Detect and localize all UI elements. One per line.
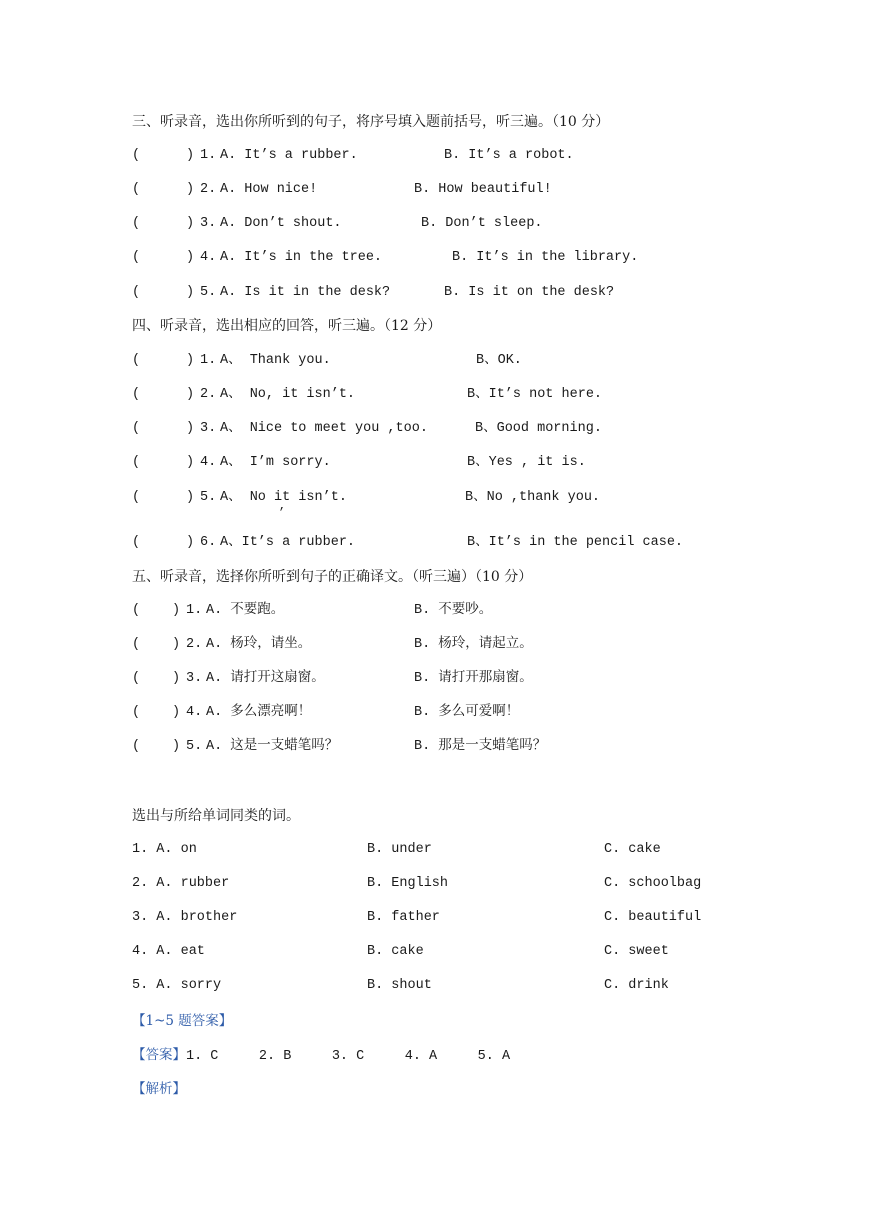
section6-heading: 选出与所给单词同类的词。 [132, 808, 300, 824]
option-a: A. 多么漂亮啊！ [206, 705, 312, 720]
option-a: A. It’s in the tree. [220, 250, 383, 265]
answer-paren-open: ( [132, 739, 141, 754]
option-a: A. 这是一支蜡笔吗？ [206, 739, 339, 754]
option-a: 2. A. rubber [132, 876, 230, 891]
section5-heading: 五、听录音，选择你所听到句子的正确译文。（听三遍）（10 分） [132, 569, 533, 585]
option-b: B. under [367, 842, 432, 857]
answer-paren-open: ( [132, 535, 141, 550]
option-c: C. sweet [604, 944, 669, 959]
option-a: A、 No, it isn’t. [220, 387, 356, 402]
option-b: B、It’s in the pencil case. [467, 535, 684, 550]
option-a: 4. A. eat [132, 944, 205, 959]
item-number: 1. [186, 603, 203, 618]
option-b: B、It’s not here. [467, 387, 603, 402]
answer-paren-open: ( [132, 250, 141, 265]
item-number: 4. [200, 250, 217, 265]
stray-apostrophe: ’ [278, 506, 286, 520]
answer-paren-open: ( [132, 216, 141, 231]
item-number: 5. [200, 285, 217, 300]
answer-paren-close: ) [172, 603, 181, 618]
option-b: B. 杨玲，请起立。 [414, 637, 533, 652]
option-b: B. cake [367, 944, 424, 959]
option-a: A. It’s a rubber. [220, 148, 358, 163]
answer-paren-open: ( [132, 455, 141, 470]
item-number: 3. [200, 421, 217, 436]
answer-paren-close: ) [186, 148, 195, 163]
answers-label: 【答案】 [132, 1047, 186, 1063]
answer-paren-close: ) [186, 182, 195, 197]
answers-values: 1. C 2. B 3. C 4. A 5. A [186, 1049, 511, 1064]
answers-title: 【1~5 题答案】 [132, 1013, 233, 1029]
option-b: B. Is it on the desk? [444, 285, 615, 300]
option-b: B、No ,thank you. [465, 490, 601, 505]
option-b: B. father [367, 910, 440, 925]
option-c: C. schoolbag [604, 876, 702, 891]
answer-paren-close: ) [186, 421, 195, 436]
answer-paren-open: ( [132, 353, 141, 368]
item-number: 4. [200, 455, 217, 470]
item-number: 2. [200, 387, 217, 402]
item-number: 5. [186, 739, 203, 754]
option-b: B. Don’t sleep. [421, 216, 543, 231]
answer-paren-open: ( [132, 421, 141, 436]
option-a: 3. A. brother [132, 910, 238, 925]
option-b: B、Yes , it is. [467, 455, 586, 470]
answer-paren-open: ( [132, 671, 141, 686]
answer-paren-close: ) [186, 455, 195, 470]
option-b: B. How beautiful! [414, 182, 552, 197]
answer-paren-open: ( [132, 387, 141, 402]
option-b: B. 那是一支蜡笔吗？ [414, 739, 547, 754]
option-c: C. beautiful [604, 910, 702, 925]
option-a: A. Is it in the desk? [220, 285, 391, 300]
answer-paren-open: ( [132, 705, 141, 720]
option-b: B. 多么可爱啊！ [414, 705, 520, 720]
option-b: B. It’s a robot. [444, 148, 574, 163]
option-a: A、 Nice to meet you ,too. [220, 421, 428, 436]
option-a: A、 I’m sorry. [220, 455, 331, 470]
option-a: A. 请打开这扇窗。 [206, 671, 325, 686]
option-a: A、 Thank you. [220, 353, 331, 368]
item-number: 2. [200, 182, 217, 197]
answer-paren-close: ) [186, 535, 195, 550]
option-a: 1. A. on [132, 842, 197, 857]
item-number: 1. [200, 353, 217, 368]
item-number: 4. [186, 705, 203, 720]
option-a: A. How nice! [220, 182, 318, 197]
option-a: A、 No it isn’t. [220, 490, 347, 505]
option-b: B. 请打开那扇窗。 [414, 671, 533, 686]
answer-paren-close: ) [172, 671, 181, 686]
answer-paren-close: ) [172, 705, 181, 720]
item-number: 6. [200, 535, 217, 550]
item-number: 3. [200, 216, 217, 231]
answer-paren-open: ( [132, 182, 141, 197]
option-b: B. shout [367, 978, 432, 993]
item-number: 5. [200, 490, 217, 505]
option-c: C. cake [604, 842, 661, 857]
option-a: A. Don’t shout. [220, 216, 342, 231]
option-a: A. 杨玲，请坐。 [206, 637, 312, 652]
analysis-label: 【解析】 [132, 1081, 186, 1097]
option-c: C. drink [604, 978, 669, 993]
item-number: 1. [200, 148, 217, 163]
answer-paren-close: ) [186, 250, 195, 265]
answer-paren-close: ) [186, 387, 195, 402]
answer-paren-open: ( [132, 148, 141, 163]
answer-paren-open: ( [132, 637, 141, 652]
option-b: B、OK. [476, 353, 522, 368]
option-a: A. 不要跑。 [206, 603, 285, 618]
option-b: B. 不要吵。 [414, 603, 493, 618]
section4-heading: 四、听录音，选出相应的回答，听三遍。（12 分） [132, 318, 442, 334]
option-b: B. English [367, 876, 449, 891]
answer-paren-close: ) [186, 285, 195, 300]
answer-paren-close: ) [172, 637, 181, 652]
answer-paren-close: ) [172, 739, 181, 754]
item-number: 3. [186, 671, 203, 686]
answer-paren-open: ( [132, 285, 141, 300]
answer-paren-open: ( [132, 603, 141, 618]
answer-paren-close: ) [186, 353, 195, 368]
answer-paren-close: ) [186, 490, 195, 505]
option-a: A、It’s a rubber. [220, 535, 356, 550]
option-b: B、Good morning. [475, 421, 602, 436]
answers-row [132, 1045, 510, 1065]
section3-heading: 三、听录音，选出你所听到的句子，将序号填入题前括号，听三遍。（10 分） [132, 114, 610, 130]
option-b: B. It’s in the library. [452, 250, 639, 265]
answer-paren-open: ( [132, 490, 141, 505]
answer-paren-close: ) [186, 216, 195, 231]
option-a: 5. A. sorry [132, 978, 222, 993]
item-number: 2. [186, 637, 203, 652]
